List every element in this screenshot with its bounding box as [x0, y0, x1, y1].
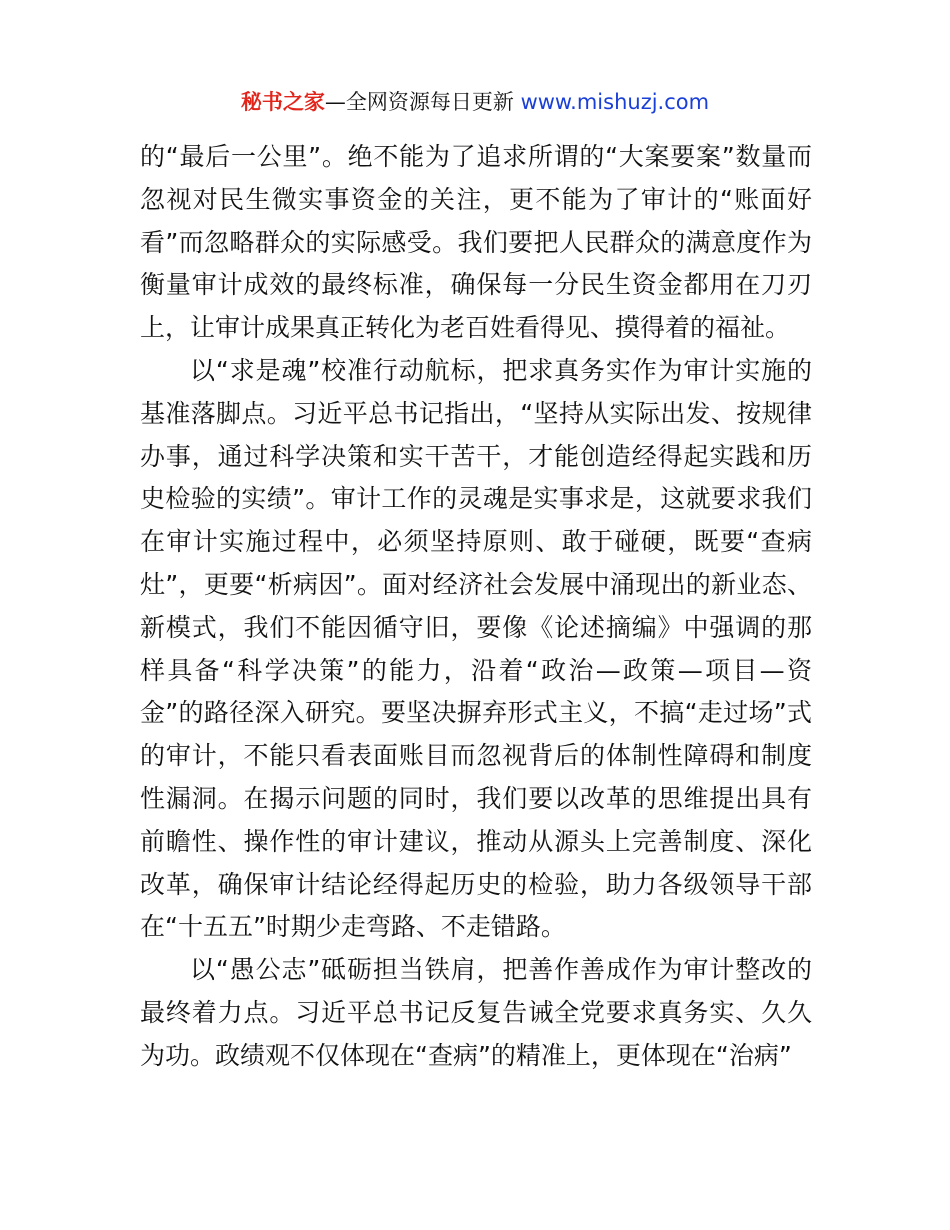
paragraph-qiushi: 以“求是魂”校准行动航标，把求真务实作为审计实施的基准落脚点。习近平总书记指出，“坚持从实际出发、按规律办事，通过科学决策和实干苦干，才能创造经得起实践和历史检验的实绩”。审计工作的灵魂是实事求是，这就要求我们在审计实施过程中，必须坚持原则、敢于碰硬，既要“查病灶”，更要“析病因”。面对经济社会发展中涌现出的新业态、新模式，我们不能因循守旧，要像《论述摘编》中强调的那样具备“科学决策”的能力，沿着“政治—政策—项目—资金”的路径深入研究。要坚决摒弃形式主义，不搞“走过场”式的审计，不能只看表面账目而忽视背后的体制性障碍和制度性漏洞。在揭示问题的同时，我们要以改革的思维提出具有前瞻性、操作性的审计建议，推动从源头上完善制度、深化改革，确保审计结论经得起历史的检验，助力各级领导干部在“十五五”时期少走弯路、不走错路。 — [140, 355, 812, 942]
page-header — [0, 86, 950, 118]
paragraph-continued: 的“最后一公里”。绝不能为了追求所谓的“大案要案”数量而忽视对民生微实事资金的关注，更不能为了审计的“账面好看”而忽略群众的实际感受。我们要把人民群众的满意度作为衡量审计成效的最终标准，确保每一分民生资金都用在刀刃上，让审计成果真正转化为老百姓看得见、摸得着的福祉。 — [140, 142, 812, 343]
document-body — [140, 136, 812, 1078]
site-brand: 秘书之家 — [240, 90, 325, 114]
site-url-link[interactable]: www.mishuzj.com — [520, 90, 710, 114]
site-tagline: —全网资源每日更新 — [324, 90, 521, 114]
paragraph-yugong: 以“愚公志”砥砺担当铁肩，把善作善成作为审计整改的最终着力点。习近平总书记反复告诫全党要求真务实、久久为功。政绩观不仅体现在“查病”的精准上，更体现在“治病” — [140, 955, 812, 1070]
